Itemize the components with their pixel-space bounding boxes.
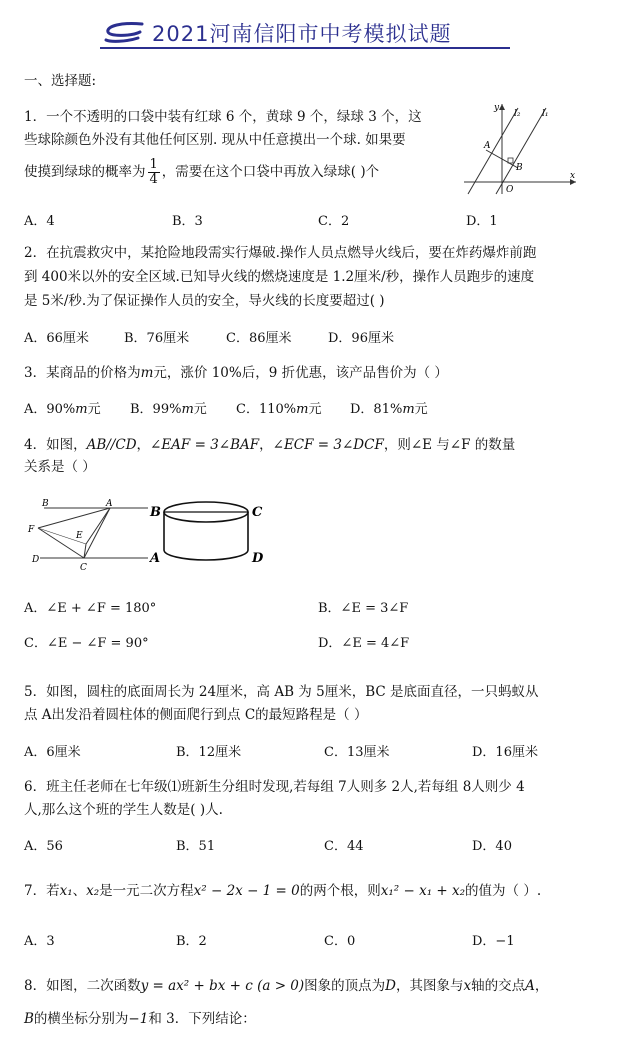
q1-line2: 些球除颜色外没有其他任何区别. 现从中任意摸出一个球. 如果要 [24,132,406,148]
q7-sep: 、 [72,883,87,899]
q2-line1: 2．在抗震救灾中，某抢险地段需实行爆破.操作人员点燃导火线后，要在炸药爆炸前跑 [24,245,537,261]
q2-option-d[interactable]: D．96厘米 [328,331,394,346]
q4-fig-label-D: D [32,555,40,565]
q8-stem-line2 [24,1010,256,1028]
q7-option-c[interactable]: C．0 [324,934,356,949]
q3-option-d-pre: D．81% [350,402,403,417]
swirl-logo-icon [102,20,146,46]
q2-option-c[interactable]: C．86厘米 [226,331,292,346]
q7-option-b[interactable]: B．2 [176,934,207,949]
q8-text-e: ， [534,978,549,994]
q1-fraction [148,158,160,187]
q1-fig-label-l2: l₂ [514,109,521,119]
q7-option-d[interactable]: D．−1 [472,934,515,949]
q7-text-d: 的值为（ ）. [465,883,542,899]
q5-option-c[interactable]: C．13厘米 [324,745,390,760]
q4-fig-label-F: F [28,525,35,535]
q8-text-c: ，其图象与 [395,978,464,994]
q3-option-a[interactable] [24,398,101,417]
q4-option-b[interactable]: B．∠E = 3∠F [318,601,409,616]
q1-fig-label-A: A [484,141,491,151]
q7-option-a[interactable]: A．3 [24,934,55,949]
q3-option-c-post: 元 [308,402,322,417]
q1-fig-label-l1: l₁ [542,109,549,119]
q5-cyl-label-B: B [150,505,161,520]
q3-var-m: m [140,365,154,381]
q7-text-c: 的两个根，则 [299,883,381,899]
q3-option-a-var: m [75,402,88,417]
q3-option-c-pre: C．110% [236,402,297,417]
q8-math-minus1: −1 [128,1011,149,1027]
q8-text-d: 轴的交点 [471,978,526,994]
q1-option-b[interactable]: B．3 [172,214,203,229]
q4-text-b: ，则∠E 与∠F 的数量 [383,437,516,453]
q3-option-b-post: 元 [193,402,207,417]
q3-text-a: 3．某商品的价格为 [24,365,141,381]
q5-option-b[interactable]: B．12厘米 [176,745,242,760]
q4-math-parallel: AB//CD [86,437,137,453]
q5-cylinder-figure [148,496,268,572]
q1-fig-label-O: O [506,185,514,195]
q8-math-x: x [463,978,472,994]
q3-option-c-var: m [296,402,309,417]
q5-line2: 点 A出发沿着圆柱体的侧面爬行到点 C的最短路程是（ ） [24,707,368,723]
q1-line3-text-b: ，需要在这个口袋中再放入绿球( )个 [161,164,380,180]
q7-text-a: 7．若 [24,883,60,899]
q3-text-b: 元，涨价 10%后，9 折优惠，该产品售价为（ ） [153,365,448,381]
q5-cyl-label-D: D [252,551,264,566]
q8-line2-text-b: 和 3．下列结论： [148,1011,256,1027]
q4-fig-label-E: E [76,531,83,541]
q3-option-b[interactable] [130,398,207,417]
q7-math-expression: x₁² − x₁ + x₂ [380,883,466,899]
section-heading: 一、选择题: [24,73,97,89]
q3-option-a-pre: A．90% [24,402,76,417]
q3-option-d-post: 元 [414,402,428,417]
q5-option-a[interactable]: A．6厘米 [24,745,81,760]
q5-option-d[interactable]: D．16厘米 [472,745,538,760]
q6-option-c[interactable]: C．44 [324,839,364,854]
q4-text-a: 4．如图， [24,437,87,453]
q8-stem-line1 [24,977,548,995]
q3-option-a-post: 元 [87,402,101,417]
q1-option-a[interactable]: A．4 [24,214,55,229]
q7-math-x2: x₂ [86,883,100,899]
q4-option-a[interactable]: A．∠E + ∠F = 180° [24,601,157,616]
q3-option-b-pre: B．99% [130,402,182,417]
page-title: 2021河南信阳市中考模拟试题 [152,22,452,46]
q4-line1: 4．如图，AB//CD，∠EAF = 3∠BAF，∠ECF = 3∠DCF，则∠E 与∠F 的数量 [24,437,516,453]
q8-math-function: y = ax² + bx + c (a > 0) [140,978,305,994]
q4-angle-figure [24,498,150,574]
q1-fraction-denominator: 4 [149,172,158,187]
q2-line3: 是 5米/秒.为了保证操作人员的安全，导火线的长度要超过( ) [24,293,385,309]
q6-line2: 人,那么这个班的学生人数是( )人. [24,802,223,818]
q1-fig-label-B: B [516,163,523,173]
q1-line-figure [458,98,582,198]
q8-math-D: D [385,978,396,994]
q4-fig-label-C: C [80,563,87,573]
q6-option-a[interactable]: A．56 [24,839,63,854]
q6-option-b[interactable]: B．51 [176,839,216,854]
q8-text-a: 8．如图，二次函数 [24,978,141,994]
q1-fig-label-y: y [494,103,500,113]
title-banner [100,14,510,50]
q4-option-d[interactable]: D．∠E = 4∠F [318,636,410,651]
q2-line2: 到 400米以外的安全区域.已知导火线的燃烧速度是 1.2厘米/秒，操作人员跑步的速度 [24,269,535,285]
q3-option-b-var: m [181,402,194,417]
title-underline [100,47,510,49]
q8-math-A: A [525,978,535,994]
q4-fig-label-B: B [42,499,49,509]
q4-option-c[interactable]: C．∠E − ∠F = 90° [24,636,149,651]
q4-math-ecf: ∠ECF = 3∠DCF [272,437,384,453]
q8-line2-text-a: 的横坐标分别为 [33,1011,129,1027]
q4-fig-label-A: A [106,499,113,509]
q1-line3-text-a: 使摸到绿球的概率为 [24,164,146,180]
q3-stem [24,364,448,382]
q6-option-d[interactable]: D．40 [472,839,512,854]
q7-text-b: 是一元二次方程 [99,883,194,899]
q1-fraction-numerator: 1 [149,157,158,172]
q4-math-eaf: ∠EAF = 3∠BAF [150,437,260,453]
q1-fig-label-x: x [570,171,576,181]
q3-option-d-var: m [402,402,415,417]
q1-option-c[interactable]: C．2 [318,214,350,229]
q4-line2: 关系是（ ） [24,459,96,475]
q5-cyl-label-A: A [150,551,161,566]
q1-line1: 1．一个不透明的口袋中装有红球 6 个，黄球 9 个，绿球 3 个，这 [24,109,422,125]
q5-line1: 5．如图，圆柱的底面周长为 24厘米，高 AB 为 5厘米，BC 是底面直径，一只蚂蚁从 [24,684,539,700]
q2-option-a[interactable]: A．66厘米 [24,331,89,346]
q5-cyl-label-C: C [252,505,263,520]
q1-line3 [24,154,379,190]
q7-stem [24,882,541,900]
q3-option-c[interactable] [236,398,321,417]
q7-math-x1: x₁ [59,883,73,899]
q8-math-B: B [24,1011,34,1027]
q1-option-d[interactable]: D．1 [466,214,498,229]
q2-option-b[interactable]: B．76厘米 [124,331,190,346]
q6-line1: 6．班主任老师在七年级⑴班新生分组时发现,若每组 7人则多 2人,若每组 8人则少 4 [24,779,525,795]
q7-math-equation: x² − 2x − 1 = 0 [193,883,300,899]
q8-text-b: 图象的顶点为 [304,978,386,994]
q3-option-d[interactable] [350,398,428,417]
